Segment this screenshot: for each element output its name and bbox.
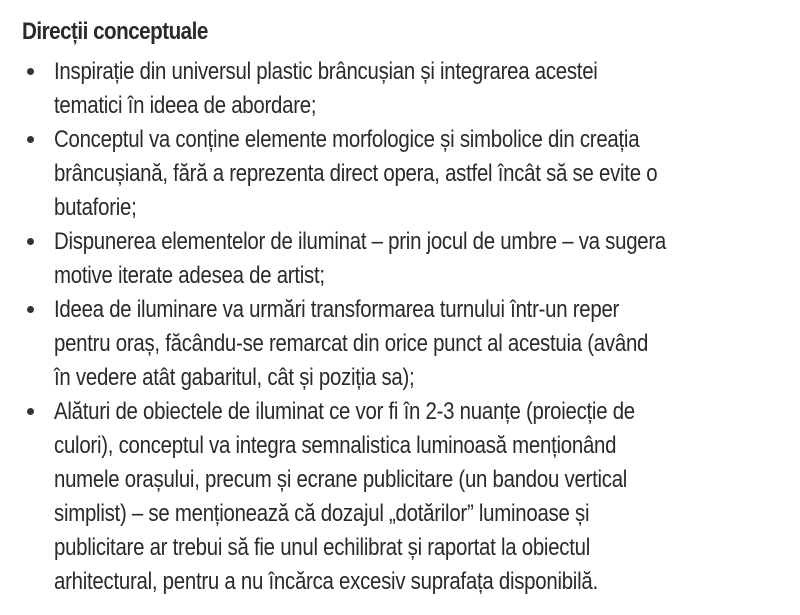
list-item-line: brâncușiană, fără a reprezenta direct opera, astfel încât să se evite o [54,160,658,187]
list-item [24,123,800,225]
list-item [24,55,800,123]
list-item [24,293,800,395]
list-item-line: simplist) – se menționează că dozajul „dotărilor” luminoase și [54,500,590,527]
list-item [24,225,800,293]
list-item [24,395,800,599]
list-item-line: numele orașului, precum și ecrane publicitare (un bandou vertical [54,466,628,493]
bullet-icon [27,136,34,143]
list-item-line: arhitectural, pentru a nu încărca excesiv suprafața disponibilă. [54,568,598,595]
list-item-line: Inspirație din universul plastic brâncușian și integrarea acestei [54,58,598,85]
bullet-icon [27,306,34,313]
bullet-icon [27,68,34,75]
bullet-list [24,55,800,599]
list-item-line: Alături de obiectele de iluminat ce vor fi în 2-3 nuanțe (proiecție de [54,398,635,425]
bullet-icon [27,408,34,415]
list-item-line: pentru oraș, făcându-se remarcat din orice punct al acestuia (având [54,330,649,357]
list-item-line: în vedere atât gabaritul, cât și poziția sa); [54,364,415,391]
list-item-line: tematici în ideea de abordare; [54,92,317,119]
bullet-icon [27,238,34,245]
list-item-line: butaforie; [54,194,137,221]
list-item-line: Ideea de iluminare va urmări transformarea turnului într-un reper [54,296,620,323]
list-item-line: motive iterate adesea de artist; [54,262,325,289]
list-item-line: Conceptul va conține elemente morfologice și simbolice din creația [54,126,640,153]
list-item-line: publicitare ar trebui să fie unul echilibrat și raportat la obiectul [54,534,591,561]
list-item-line: Dispunerea elementelor de iluminat – prin jocul de umbre – va sugera [54,228,667,255]
section-heading: Direcții conceptuale [22,18,208,45]
list-item-line: culori), conceptul va integra semnalistica luminoasă menționând [54,432,617,459]
